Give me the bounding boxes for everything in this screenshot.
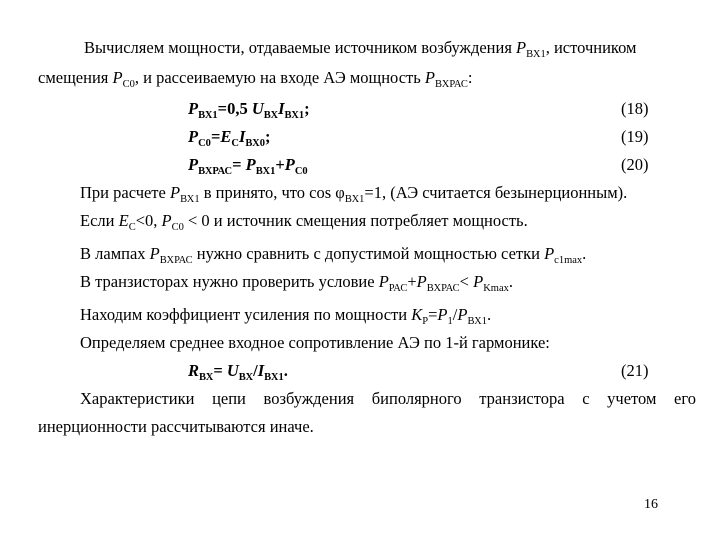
subscript: ВХ1: [180, 194, 200, 205]
page-number: 16: [644, 497, 658, 512]
subscript: ВХ1: [284, 110, 305, 121]
equation-21: [188, 361, 288, 381]
word: возбуждения: [263, 389, 355, 408]
subscript: ВХ: [199, 372, 214, 383]
text: /: [452, 305, 458, 324]
text: инерционности рассчитываются иначе.: [38, 417, 314, 436]
equation-number-20: (20): [621, 155, 649, 174]
word: цепи: [212, 389, 246, 408]
paragraph-2: [80, 183, 627, 203]
subscript: РАС: [388, 283, 408, 294]
text: /: [253, 361, 258, 380]
text: :: [467, 68, 473, 87]
text: При расчете: [80, 183, 170, 202]
word: биполярного: [371, 389, 462, 408]
word: транзистора: [479, 389, 565, 408]
subscript: ВХ1: [198, 110, 218, 121]
power-symbol: P: [473, 272, 484, 291]
paragraph-4: [80, 244, 586, 264]
paragraph-8-line-1: [80, 389, 696, 409]
text: =0,5: [217, 99, 252, 118]
text: Определяем среднее входное сопротивление АЭ по 1-й гармонике:: [80, 333, 550, 352]
paragraph-5: [80, 272, 513, 292]
equation-18: [188, 99, 310, 119]
text: ;: [304, 99, 310, 118]
text: В лампах: [80, 244, 150, 263]
equation-20: [188, 155, 308, 175]
word: Характеристики: [80, 389, 195, 408]
paragraph-3: [80, 211, 528, 231]
power-symbol: P: [188, 127, 199, 146]
text: Находим коэффициент усиления по мощности: [80, 305, 412, 324]
power-symbol: P: [424, 68, 436, 87]
text: Вычисляем мощности, отдаваемые источником возбуждения: [84, 38, 517, 57]
text: .: [582, 244, 587, 263]
text: , и рассеиваемую на входе АЭ мощность: [134, 68, 425, 87]
power-symbol: P: [544, 244, 555, 263]
text: ;: [264, 127, 271, 146]
subscript: C0: [122, 79, 135, 90]
subscript: c1max: [554, 255, 583, 266]
equation-number-19: (19): [621, 127, 649, 146]
subscript: C0: [198, 138, 211, 149]
power-symbol: P: [188, 99, 199, 118]
paragraph-7: [80, 333, 550, 353]
subscript: ВХРАС: [159, 255, 193, 266]
voltage-symbol: U: [251, 99, 264, 118]
text: в принято, что cos: [199, 183, 336, 202]
power-symbol: P: [457, 305, 468, 324]
current-symbol: I: [238, 127, 246, 146]
text: =: [210, 127, 221, 146]
power-symbol: P: [112, 68, 123, 87]
text: =1, (АЭ считается безынерционным).: [364, 183, 628, 202]
word: его: [674, 389, 696, 408]
resistance-symbol: R: [188, 361, 200, 380]
paragraph-1-line-1: [84, 38, 636, 58]
power-symbol: P: [416, 272, 427, 291]
power-symbol: P: [161, 211, 172, 230]
emf-symbol: E: [220, 127, 232, 146]
text: .: [283, 361, 288, 380]
subscript: ВХ0: [245, 138, 265, 149]
gain-symbol: K: [411, 305, 423, 324]
power-symbol: P: [516, 38, 527, 57]
paragraph-1-line-2: [38, 68, 473, 88]
word: учетом: [607, 389, 657, 408]
voltage-symbol: U: [226, 361, 239, 380]
text: +: [407, 272, 417, 291]
text: Если: [80, 211, 119, 230]
power-symbol: P: [437, 305, 448, 324]
text: <: [459, 272, 474, 291]
subscript: ВХРАС: [435, 79, 468, 90]
current-symbol: I: [278, 99, 285, 118]
text: < 0 и источник смещения потребляет мощность.: [183, 211, 528, 230]
text: +: [275, 155, 285, 174]
subscript: C: [128, 222, 136, 233]
power-symbol: P: [284, 155, 295, 174]
subscript: ВХ1: [467, 316, 488, 327]
text: =: [213, 361, 227, 380]
text: .: [508, 272, 513, 291]
text: , источником: [545, 38, 637, 57]
emf-symbol: E: [118, 211, 129, 230]
equation-19: [188, 127, 270, 147]
current-symbol: I: [257, 361, 265, 380]
power-symbol: P: [378, 272, 389, 291]
subscript: C: [231, 138, 239, 149]
text: =: [232, 155, 246, 174]
subscript: P: [422, 316, 429, 327]
power-symbol: P: [169, 183, 181, 202]
subscript: ВХ1: [255, 166, 276, 177]
subscript: ВХ: [238, 372, 254, 383]
text: =: [428, 305, 438, 324]
subscript: ВХ1: [264, 372, 284, 383]
subscript: ВХ1: [344, 194, 365, 205]
equation-number-21: (21): [621, 361, 649, 380]
text: <0,: [135, 211, 162, 230]
subscript: ВХРАС: [198, 166, 233, 177]
text: В транзисторах нужно проверить условие: [80, 272, 379, 291]
equation-number-18: (18): [621, 99, 649, 118]
phi-symbol: φ: [335, 183, 345, 202]
subscript: Kmax: [483, 283, 509, 294]
text: нужно сравнить с допустимой мощностью сетки: [192, 244, 545, 263]
word: с: [582, 389, 590, 408]
power-symbol: P: [149, 244, 160, 263]
subscript: 1: [447, 316, 453, 327]
subscript: ВХ: [263, 110, 279, 121]
paragraph-8-line-2: [38, 417, 314, 437]
power-symbol: P: [245, 155, 256, 174]
power-symbol: P: [188, 155, 199, 174]
subscript: C0: [294, 166, 308, 177]
subscript: ВХ1: [526, 49, 546, 60]
subscript: ВХРАС: [426, 283, 460, 294]
paragraph-6: [80, 305, 491, 325]
text: .: [487, 305, 492, 324]
subscript: C0: [171, 222, 184, 233]
text: смещения: [38, 68, 113, 87]
